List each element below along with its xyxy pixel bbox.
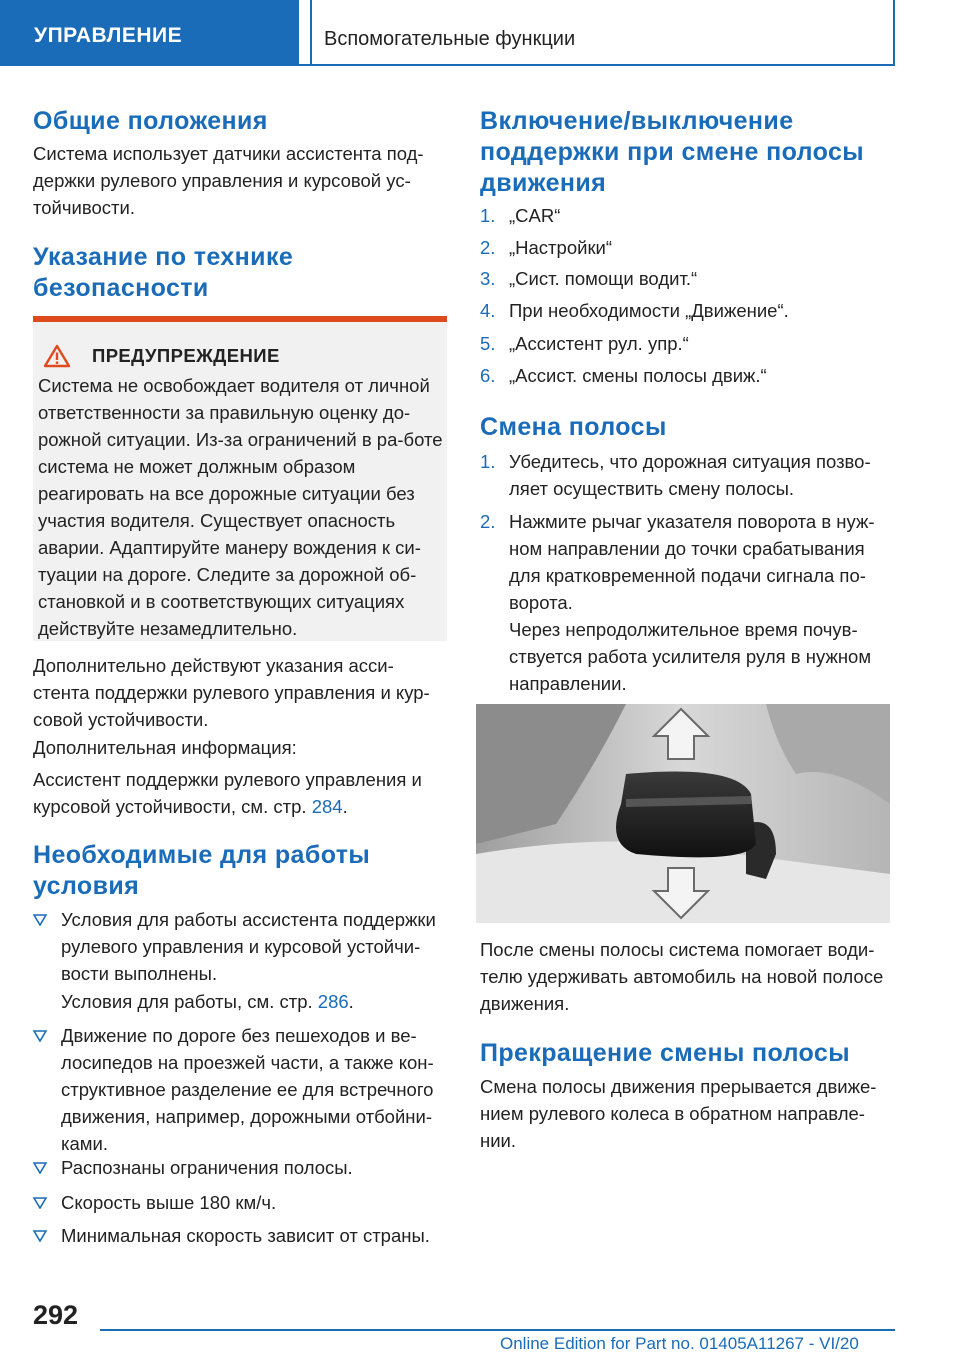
page-link-286[interactable]: 286 — [317, 991, 349, 1012]
heading-stop: Прекращение смены полосы — [480, 1039, 850, 1067]
step-text: „CAR“ — [509, 205, 561, 226]
warning-text: Система не освобождает водителя от личной ответственности за правильную оценку до-рожной ситуации. Из-за ограничений в ра-боте система не может должным образом реагировать на все дорожные ситуации без участия водителя. Существует опасность аварии. Адаптируйте манеру вождения к си-туации на дороге. Следите за дорожной об-становкой и в соответствующих ситуациях действуйте незамедлительно. — [38, 375, 443, 639]
step-number: 2. — [480, 237, 496, 258]
step-number: 1. — [480, 451, 496, 472]
general-text: Система использует датчики ассистента под-держки рулевого управления и курсовой ус-тойчивости. — [33, 143, 424, 218]
extra-info-label: Дополнительная информация: — [33, 737, 297, 758]
step-text: „Настройки“ — [509, 237, 613, 258]
step-text: „Сист. помощи водит.“ — [509, 268, 698, 289]
page-header — [0, 0, 960, 66]
heading-safety: Указание по технике безопасности — [33, 243, 294, 302]
footer-line — [100, 1329, 895, 1331]
header-underline — [299, 64, 894, 66]
change-note: Через непродолжительное время почув-ствуется работа усилителя руля в нужном направлении. — [509, 619, 872, 694]
step-text: Нажмите рычаг указателя поворота в нуж-ном направлении до точки срабатывания для кратковременной подачи сигнала по-ворота. — [509, 511, 875, 613]
stop-text: Смена полосы движения прерывается движе-нием рулевого колеса в обратном направле-нии. — [480, 1076, 877, 1151]
after-text: После смены полосы система помогает води-телю удерживать автомобиль на новой полосе движения. — [480, 939, 884, 1014]
condition-text: Распознаны ограничения полосы. — [61, 1157, 353, 1178]
step-number: 6. — [480, 365, 496, 386]
warning-header — [43, 344, 280, 368]
heading-toggle: Включение/выключение поддержки при смене полосы движения — [480, 107, 865, 197]
bullet-triangle-icon — [33, 1230, 47, 1242]
edition-info: Online Edition for Part no. 01405A11267 - VI/20 — [500, 1334, 859, 1353]
bullet-triangle-icon — [33, 1197, 47, 1209]
header-divider-right — [893, 0, 895, 66]
condition-text: Условия для работы ассистента поддержки рулевого управления и курсовой устойчи-вости выполнены. — [61, 909, 436, 984]
bullet-triangle-icon — [33, 914, 47, 926]
step-number: 1. — [480, 205, 496, 226]
step-number: 2. — [480, 511, 496, 532]
period: . — [342, 796, 348, 817]
page-link-284[interactable]: 284 — [311, 796, 343, 817]
heading-lane-change: Смена полосы — [480, 413, 667, 441]
lever-illustration — [476, 704, 890, 923]
step-text: При необходимости „Движение“. — [509, 300, 789, 321]
condition-subref-text: Условия для работы, см. стр. — [61, 991, 318, 1012]
turn-signal-lever-photo — [476, 704, 890, 923]
step-number: 5. — [480, 333, 496, 354]
extra-info-ref-text: Ассистент поддержки рулевого управления и курсовой устойчивости, см. стр. — [33, 769, 422, 817]
warning-title: ПРЕДУПРЕЖДЕНИЕ — [92, 345, 280, 366]
step-text: „Ассистент рул. упр.“ — [509, 333, 689, 354]
period: . — [348, 991, 354, 1012]
header-divider-left — [310, 0, 312, 66]
chapter-title: Вспомогательные функции — [324, 28, 576, 50]
condition-text: Минимальная скорость зависит от страны. — [61, 1225, 430, 1246]
section-tab: УПРАВЛЕНИЕ — [0, 0, 299, 66]
page-number: 292 — [33, 1300, 79, 1330]
condition-subref — [61, 988, 451, 1015]
step-text: Убедитесь, что дорожная ситуация позво-ляет осуществить смену полосы. — [509, 451, 871, 499]
step-number: 3. — [480, 268, 496, 289]
condition-text: Движение по дороге без пешеходов и ве-лосипедов на проезжей части, а также кон-структивное разделение ее для встречного движения, например, дорожными отбойни-ками. — [61, 1025, 434, 1154]
step-number: 4. — [480, 300, 496, 321]
heading-general: Общие положения — [33, 107, 268, 135]
step-text: „Ассист. смены полосы движ.“ — [509, 365, 767, 386]
warning-triangle-icon — [43, 344, 71, 368]
extra-text: Дополнительно действуют указания асси-стента поддержки рулевого управления и кур-совой устойчивости. — [33, 655, 430, 730]
warning-box — [33, 316, 447, 641]
condition-text: Скорость выше 180 км/ч. — [61, 1192, 277, 1213]
heading-conditions: Необходимые для работы условия — [33, 841, 371, 900]
extra-info-ref — [33, 766, 447, 820]
bullet-triangle-icon — [33, 1162, 47, 1174]
bullet-triangle-icon — [33, 1030, 47, 1042]
